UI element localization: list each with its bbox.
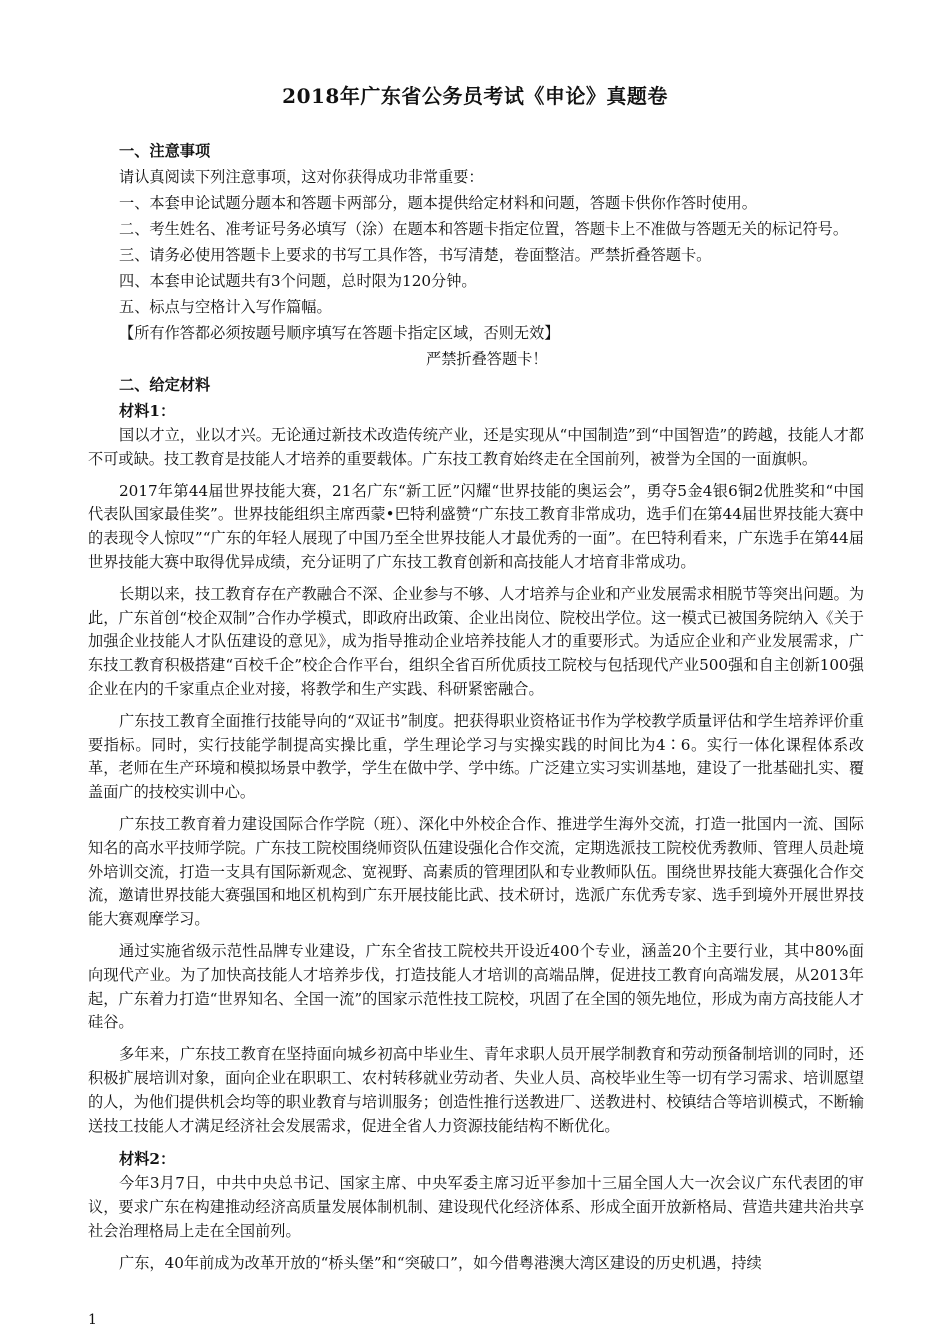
page-number: 1 — [88, 1312, 97, 1328]
material-paragraph: 通过实施省级示范性品牌专业建设，广东全省技工院校共开设近400个专业，涵盖20个主要行业，其中80%面向现代产业。为了加快高技能人才培养步伐，打造技能人才培训的高端品牌，促进技工教育向高端发展，从2013年起，广东着力打造“世界知名、全国一流”的国家示范性技工院校，巩固了在全国的领先地位，形成为南方高技能人才硅谷。 — [88, 941, 864, 1032]
note-item: 四、本套申论试题共有3个问题，总时限为120分钟。 — [119, 272, 477, 290]
material-paragraph: 国以才立，业以才兴。无论通过新技术改造传统产业，还是实现从“中国制造”到“中国智造”的跨越，技能人才都不可或缺。技工教育是技能人才培养的重要载体。广东技工教育始终走在全国前列，被誉为全国的一面旗帜。 — [88, 426, 864, 468]
center-note: 严禁折叠答题卡！ — [426, 350, 548, 368]
material-paragraph: 广东，40年前成为改革开放的“桥头堡”和“突破口”，如今借粤港澳大湾区建设的历史机遇，持续 — [119, 1253, 762, 1272]
note-item: 五、标点与空格计入写作篇幅。 — [119, 298, 332, 316]
note-item: 一、本套申论试题分题本和答题卡两部分，题本提供给定材料和问题，答题卡供你作答时使用。 — [119, 194, 757, 212]
material-paragraph: 多年来，广东技工教育在坚持面向城乡初高中毕业生、青年求职人员开展学制教育和劳动预备制培训的同时，还积极扩展培训对象，面向企业在职职工、农村转移就业劳动者、失业人员、高校毕业生等一切有学习需求、培训愿望的人，为他们提供机会均等的职业教育与培训服务；创造性推行送教进厂、送教进村、校镇结合等培训模式，不断输送技工技能人才满足经济社会发展需求，促进全省人力资源技能结构不断优化。 — [88, 1045, 864, 1135]
material-heading: 材料1： — [119, 402, 176, 420]
material-paragraph: 今年3月7日，中共中央总书记、国家主席、中央军委主席习近平参加十三届全国人大一次会议广东代表团的审议，要求广东在构建推动经济高质量发展体制机制、建设现代化经济体系、形成全面开放新格局、营造共建共治共享社会治理格局上走在全国前列。 — [88, 1174, 864, 1240]
notes-intro: 请认真阅读下列注意事项，这对你获得成功非常重要： — [119, 168, 484, 186]
material-paragraph: 2017年第44届世界技能大赛，21名广东“新工匠”闪耀“世界技能的奥运会”，勇夺5金4银6铜2优胜奖和“中国代表队国家最佳奖”。世界技能组织主席西蒙•巴特利盛赞“广东技工教育非常成功，选手们在第44届世界技能大赛中的表现令人惊叹”“广东的年轻人展现了中国乃至全世界技能人才最优秀的一面”。在巴特利看来，广东选手在第44届世界技能大赛中取得优异成绩，充分证明了广东技工教育创新和高技能人才培育非常成功。 — [88, 481, 864, 571]
note-item: 二、考生姓名、准考证号务必填写（涂）在题本和答题卡指定位置，答题卡上不准做与答题无关的标记符号。 — [119, 220, 848, 238]
material-paragraph: 长期以来，技工教育存在产教融合不深、企业参与不够、人才培养与企业和产业发展需求相脱节等突出问题。为此，广东首创“校企双制”合作办学模式，即政府出政策、企业出岗位、院校出学位。这一模式已被国务院纳入《关于加强企业技能人才队伍建设的意见》，成为指导推动企业培养技能人才的重要形式。为适应企业和产业发展需求，广东技工教育积极搭建“百校千企”校企合作平台，组织全省百所优质技工院校与包括现代产业500强和自主创新100强企业在内的千家重点企业对接，将教学和生产实践、科研紧密融合。 — [88, 584, 864, 698]
material-paragraph: 广东技工教育着力建设国际合作学院（班）、深化中外校企合作、推进学生海外交流，打造一批国内一流、国际知名的高水平技师学院。广东技工院校围绕师资队伍建设强化合作交流，定期选派技工院校优秀教师、管理人员赴境外培训交流，打造一支具有国际新观念、宽视野、高素质的管理团队和专业教师队伍。围绕世界技能大赛强化合作交流，邀请世界技能大赛强国和地区机构到广东开展技能比武、技术研讨，选派广东优秀专家、选手到境外开展世界技能大赛观摩学习。 — [88, 814, 864, 929]
material-heading: 材料2： — [119, 1150, 176, 1169]
page-title: 2018年广东省公务员考试《申论》真题卷 — [282, 84, 668, 108]
material-paragraph: 广东技工教育全面推行技能导向的“双证书”制度。把获得职业资格证书作为学校教学质量评估和学生培养评价重要指标。同时，实行技能学制提高实操比重，学生理论学习与实操实践的时间比为4∶6。实行一体化课程体系改革，老师在生产环境和模拟场景中教学，学生在做中学、学中练。广泛建立实习实训基地，建设了一批基础扎实、覆盖面广的技校实训中心。 — [88, 711, 864, 802]
section-heading-materials: 二、给定材料 — [119, 376, 211, 394]
note-item: 三、请务必使用答题卡上要求的书写工具作答，书写清楚，卷面整洁。严禁折叠答题卡。 — [119, 246, 712, 264]
document-body — [88, 138, 864, 1284]
bracket-note: 【所有作答都必须按题号顺序填写在答题卡指定区域，否则无效】 — [119, 324, 560, 342]
section-heading-notes: 一、注意事项 — [119, 142, 211, 160]
